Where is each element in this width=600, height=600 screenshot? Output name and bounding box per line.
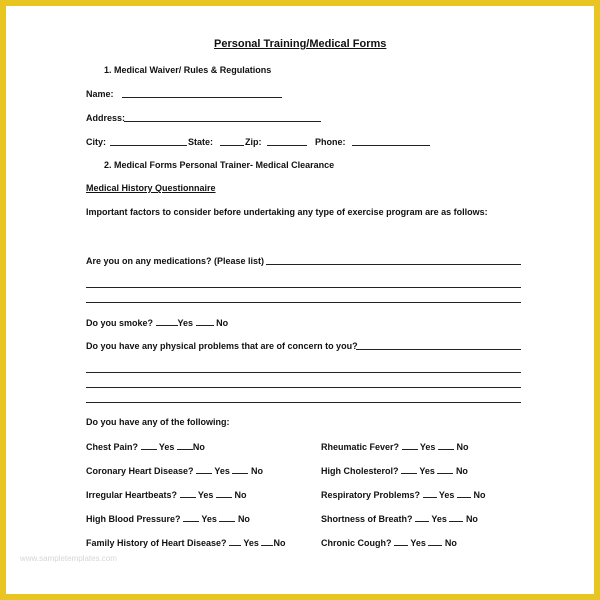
yes-line[interactable] bbox=[229, 536, 241, 546]
yes-label: Yes bbox=[201, 514, 217, 524]
name-field-line[interactable] bbox=[122, 97, 282, 98]
physical-answer-line[interactable] bbox=[356, 349, 521, 350]
condition-chest-pain bbox=[86, 440, 205, 453]
no-line[interactable] bbox=[219, 512, 235, 522]
city-label: City: bbox=[86, 137, 106, 147]
yes-label: Yes bbox=[419, 442, 436, 452]
address-label: Address: bbox=[86, 113, 126, 123]
watermark: www.sampletemplates.com bbox=[20, 554, 117, 563]
physical-question: Do you have any physical problems that are of concern to you? bbox=[86, 341, 358, 351]
condition-label: Respiratory Problems? bbox=[321, 490, 421, 500]
condition-label: High Cholesterol? bbox=[321, 466, 399, 476]
condition-label: Shortness of Breath? bbox=[321, 514, 413, 524]
zip-field-line[interactable] bbox=[267, 145, 307, 146]
physical-answer-line[interactable] bbox=[86, 387, 521, 388]
condition-high-blood-pressure bbox=[86, 512, 250, 525]
no-line[interactable] bbox=[216, 488, 232, 498]
condition-family-history bbox=[86, 536, 285, 549]
zip-label: Zip: bbox=[245, 137, 262, 147]
yes-label: Yes bbox=[197, 490, 214, 500]
yes-label: Yes bbox=[431, 514, 447, 524]
condition-label: Family History of Heart Disease? bbox=[86, 538, 227, 548]
yes-line[interactable] bbox=[180, 488, 196, 498]
physical-answer-line[interactable] bbox=[86, 372, 521, 373]
state-label: State: bbox=[188, 137, 214, 147]
condition-label: High Blood Pressure? bbox=[86, 514, 181, 524]
condition-chronic-cough bbox=[321, 536, 457, 549]
form-page bbox=[6, 6, 594, 594]
no-line[interactable] bbox=[261, 536, 273, 546]
condition-shortness-of-breath bbox=[321, 512, 478, 525]
yes-label: Yes bbox=[419, 466, 435, 476]
yes-label: Yes bbox=[410, 538, 426, 548]
no-label: No bbox=[250, 466, 263, 476]
yes-line[interactable] bbox=[394, 536, 408, 546]
name-label: Name: bbox=[86, 89, 114, 99]
following-question: Do you have any of the following: bbox=[86, 417, 230, 427]
no-label: No bbox=[444, 538, 457, 548]
questionnaire-heading: Medical History Questionnaire bbox=[86, 183, 216, 193]
phone-label: Phone: bbox=[315, 137, 346, 147]
yes-label: Yes bbox=[438, 490, 455, 500]
section-1-heading: 1. Medical Waiver/ Rules & Regulations bbox=[104, 65, 272, 75]
no-line[interactable] bbox=[437, 464, 453, 474]
smoke-no-line[interactable] bbox=[196, 316, 214, 326]
state-field-line[interactable] bbox=[220, 145, 244, 146]
intro-text: Important factors to consider before undertaking any type of exercise program are as follows: bbox=[86, 207, 488, 217]
yes-line[interactable] bbox=[401, 464, 417, 474]
yes-label: Yes bbox=[177, 318, 194, 328]
smoke-yes-line[interactable] bbox=[156, 316, 178, 326]
physical-answer-line[interactable] bbox=[86, 402, 521, 403]
condition-label: Rheumatic Fever? bbox=[321, 442, 400, 452]
condition-high-cholesterol bbox=[321, 464, 468, 477]
no-label: No bbox=[473, 490, 486, 500]
yes-label: Yes bbox=[214, 466, 230, 476]
condition-label: Coronary Heart Disease? bbox=[86, 466, 194, 476]
no-line[interactable] bbox=[457, 488, 471, 498]
yes-label: Yes bbox=[243, 538, 259, 548]
condition-rheumatic-fever bbox=[321, 440, 468, 453]
no-line[interactable] bbox=[438, 440, 454, 450]
no-label: No bbox=[455, 466, 468, 476]
no-label: No bbox=[273, 538, 286, 548]
smoke-question bbox=[86, 316, 228, 329]
city-field-line[interactable] bbox=[110, 145, 187, 146]
no-line[interactable] bbox=[428, 536, 442, 546]
yes-line[interactable] bbox=[402, 440, 418, 450]
address-field-line[interactable] bbox=[124, 121, 321, 122]
form-title: Personal Training/Medical Forms bbox=[214, 38, 387, 50]
medications-answer-line[interactable] bbox=[86, 302, 521, 303]
no-label: No bbox=[456, 442, 469, 452]
no-label: No bbox=[465, 514, 478, 524]
no-line[interactable] bbox=[177, 440, 193, 450]
condition-respiratory-problems bbox=[321, 488, 485, 501]
no-label: No bbox=[234, 490, 247, 500]
condition-label: Chronic Cough? bbox=[321, 538, 392, 548]
yes-line[interactable] bbox=[423, 488, 437, 498]
medications-question: Are you on any medications? (Please list) bbox=[86, 256, 265, 266]
no-label: No bbox=[216, 318, 229, 328]
yes-label: Yes bbox=[158, 442, 175, 452]
phone-field-line[interactable] bbox=[352, 145, 430, 146]
medications-answer-line[interactable] bbox=[266, 264, 521, 265]
section-2-heading: 2. Medical Forms Personal Trainer- Medical Clearance bbox=[104, 160, 335, 170]
condition-irregular-heartbeats bbox=[86, 488, 246, 501]
yes-line[interactable] bbox=[196, 464, 212, 474]
no-label: No bbox=[192, 442, 205, 452]
yes-line[interactable] bbox=[141, 440, 157, 450]
smoke-question-label: Do you smoke? bbox=[86, 318, 154, 328]
yes-line[interactable] bbox=[183, 512, 199, 522]
medications-answer-line[interactable] bbox=[86, 287, 521, 288]
condition-label: Chest Pain? bbox=[86, 442, 139, 452]
condition-coronary-heart-disease bbox=[86, 464, 263, 477]
no-label: No bbox=[237, 514, 250, 524]
condition-label: Irregular Heartbeats? bbox=[86, 490, 178, 500]
yes-line[interactable] bbox=[415, 512, 429, 522]
no-line[interactable] bbox=[232, 464, 248, 474]
no-line[interactable] bbox=[449, 512, 463, 522]
